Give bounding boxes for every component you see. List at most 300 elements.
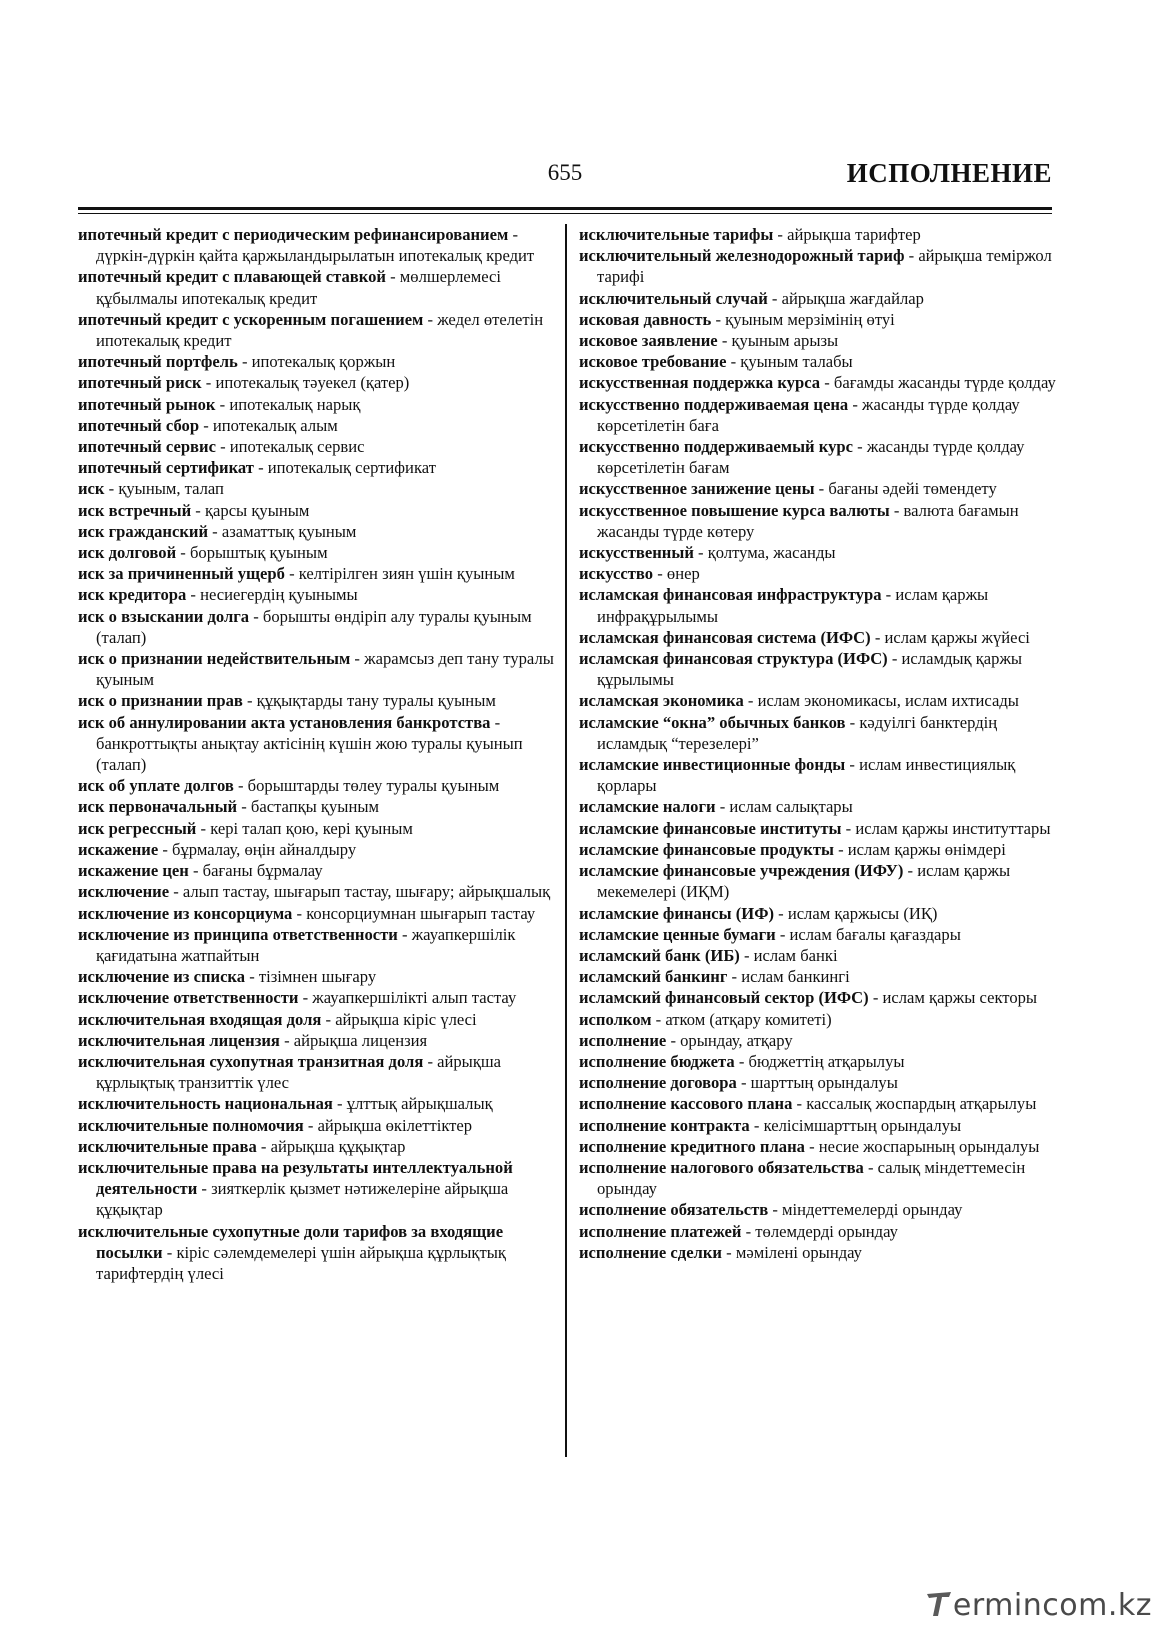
entry-separator: - [350,649,365,669]
entry-definition: келтірілген зиян үшін қуыным [298,564,515,584]
entry-definition: келісімшарттың орындалуы [763,1115,962,1135]
entry-separator: - [848,394,863,414]
entry-separator: - [256,1136,271,1156]
entry-term: исковая давность [579,309,712,329]
dictionary-entry [579,987,1057,1008]
entry-definition: қуыным, талап [118,479,224,499]
entry-term: исключительная лицензия [78,1030,280,1050]
entry-definition: алып тастау, шығарып тастау, шығару; айрықшалық [182,882,551,902]
entry-separator: - [773,225,788,244]
entry-term: исламские ценные бумаги [579,924,776,944]
entry-separator: - [726,352,741,372]
entry-definition: бағаны бұрмалау [202,861,323,881]
entry-definition: ипотекалық нарық [229,394,361,414]
entry-definition: мөлшерлемесі құбылмалы ипотекалық кредит [96,267,501,308]
entry-separator: - [767,288,782,308]
header-rule-thin [78,213,1052,214]
entry-term: исключительные права [78,1136,257,1156]
dictionary-entry [579,945,1057,966]
entry-separator: - [186,585,201,605]
entry-term: ипотечный портфель [78,352,238,372]
entry-definition: несиегердің қуынымы [200,585,358,605]
entry-term: иск долговой [78,543,177,563]
dictionary-entry [78,648,555,690]
entry-definition: айрықша теміржол тарифі [597,246,1052,287]
entry-definition: ислам қаржы институттары [855,818,1051,838]
dictionary-entry [78,563,555,584]
entry-term: ипотечный сбор [78,415,200,435]
entry-separator: - [237,352,252,372]
dictionary-entry [78,1051,555,1093]
dictionary-entry [579,1136,1057,1157]
entry-separator: - [749,1115,764,1135]
entry-separator: - [237,797,251,817]
dictionary-entry [78,266,555,308]
watermark-logo [925,1588,1152,1623]
entry-separator: - [201,373,216,393]
entry-definition: ислам бағалы қағаздары [789,924,961,944]
entry-definition: айрықша кіріс үлесі [335,1009,477,1029]
entry-definition: қуыным талабы [740,352,853,372]
dictionary-entry [78,500,555,521]
dictionary-entry [78,521,555,542]
entry-separator: - [792,1094,807,1114]
entry-definition: қарсы қуыным [204,500,310,520]
entry-definition: айрықша лицензия [293,1030,428,1050]
dictionary-entry [78,690,555,711]
entry-term: иск кредитора [78,585,187,605]
watermark-swoosh-icon [925,1588,953,1618]
dictionary-entry [78,1093,555,1114]
dictionary-entry [579,436,1057,478]
entry-separator: - [773,903,788,923]
entry-term: исламские финансовые учреждения (ИФУ) [579,861,904,881]
entry-separator: - [904,246,919,266]
dictionary-entry [579,1115,1057,1136]
dictionary-entry [78,351,555,372]
entry-definition: атком (атқару комитеті) [665,1009,832,1029]
dictionary-entry [579,224,1057,245]
entry-term: искусственное повышение курса валюты [579,500,890,520]
entry-separator: - [191,500,205,520]
entry-definition: борышты өндіріп алу туралы қуыным (талап) [96,606,532,647]
entry-definition: ислам банкі [753,945,838,965]
entry-term: исламский банк (ИБ) [579,945,740,965]
dictionary-entry [579,245,1057,287]
entry-separator: - [868,988,883,1008]
dictionary-entry [579,309,1057,330]
entry-definition: ислам салықтары [729,797,853,817]
entry-definition: ипотекалық сертификат [267,458,436,478]
dictionary-entry [579,754,1057,796]
dictionary-entry [78,818,555,839]
entry-separator: - [863,1157,878,1177]
dictionary-entry [579,1157,1057,1199]
dictionary-entry [579,1072,1057,1093]
entry-separator: - [385,267,400,287]
entry-definition: зияткерлік қызмет нәтижелеріне айрықша құқықтар [96,1179,509,1220]
entry-definition: кіріс сәлемдемелері үшін айрықша құрлықтық тарифтердің үлесі [96,1242,506,1283]
dictionary-entry [78,224,555,266]
dictionary-entry [78,436,555,457]
entry-separator: - [651,1009,666,1029]
dictionary-entry [78,372,555,393]
entry-term: иск регрессный [78,818,197,838]
entry-definition: айрықша өкілеттіктер [317,1115,473,1135]
dictionary-entry [78,966,555,987]
dictionary-entry [579,690,1057,711]
entry-definition: бұрмалау, өңін айналдыру [172,839,357,859]
entry-separator: - [833,839,848,859]
entry-separator: - [508,225,518,244]
entry-separator: - [741,1221,756,1241]
entry-term: исключение из списка [78,967,246,987]
dictionary-entry [579,903,1057,924]
entry-definition: қолтума, жасанды [707,543,836,563]
entry-term: ипотечный сервис [78,437,216,457]
entry-definition: консорциумнан шығарып тастау [306,903,536,923]
dictionary-entry [579,818,1057,839]
entry-definition: жасанды түрде қолдау көрсетілетін баға [597,394,1020,435]
entry-term: исключение ответственности [78,988,299,1008]
entry-separator: - [104,479,119,499]
entry-separator: - [841,818,856,838]
entry-separator: - [423,1051,438,1071]
entry-definition: кассалық жоспардың атқарылуы [806,1094,1037,1114]
entry-definition: айрықша құқықтар [270,1136,406,1156]
entry-separator: - [245,967,259,987]
entry-term: ипотечный сертификат [78,458,254,478]
entry-separator: - [188,861,203,881]
entry-separator: - [199,415,213,435]
entry-term: исковое заявление [579,331,718,351]
dictionary-entry [78,542,555,563]
entry-separator: - [734,1051,749,1071]
dictionary-entry [78,775,555,796]
dictionary-entry [78,712,555,776]
entry-term: искусство [579,564,654,584]
entry-term: искусственно поддерживаемый курс [579,437,853,457]
watermark-text: ermincom.kz [952,1588,1152,1623]
dictionary-entry [579,351,1057,372]
dictionary-entry [78,584,555,605]
entry-definition: міндеттемелерді орындау [782,1200,963,1220]
entry-term: исполнение контракта [579,1115,750,1135]
entry-term: исключительная сухопутная транзитная доля [78,1051,424,1071]
right-column [579,224,1057,1263]
entry-definition: ипотекалық алым [212,415,338,435]
entry-term: искусственно поддерживаемая цена [579,394,849,414]
entry-separator: - [739,945,754,965]
entry-term: исключительный железнодорожный тариф [579,246,905,266]
dictionary-entry [78,1030,555,1051]
entry-separator: - [176,543,190,563]
entry-definition: ислам қаржы инфрақұрылымы [597,585,989,626]
entry-separator: - [284,564,299,584]
entry-term: иск [78,479,105,499]
entry-definition: жедел өтелетін ипотекалық кредит [96,309,544,351]
entry-separator: - [242,691,257,711]
entry-definition: валюта бағамын жасанды түрде көтеру [597,500,1019,541]
entry-term: исполнение платежей [579,1221,742,1241]
dictionary-entry [579,796,1057,817]
entry-definition: бағамды жасанды түрде қолдау [833,373,1056,393]
entry-term: иск об аннулировании акта установления банкротства [78,712,491,732]
entry-term: искусственный [579,543,694,563]
entry-term: исполнение бюджета [579,1051,735,1071]
entry-definition: айрықша тарифтер [787,225,921,244]
entry-definition: орындау, атқару [680,1030,793,1050]
dictionary-entry [579,1009,1057,1030]
header-rule-thick [78,207,1052,210]
entry-term: исламские финансовые продукты [579,839,834,859]
dictionary-entry [579,627,1057,648]
entry-term: исламская финансовая инфраструктура [579,585,882,605]
dictionary-entry [78,1009,555,1030]
dictionary-entry [78,457,555,478]
dictionary-entry [579,1030,1057,1051]
entry-separator: - [215,437,230,457]
entry-term: искусственное занижение цены [579,479,815,499]
entry-term: ипотечный кредит с плавающей ставкой [78,267,386,287]
entry-term: иск о признании прав [78,691,243,711]
entry-definition: салық міндеттемесін орындау [597,1157,1026,1199]
entry-term: исполнение обязательств [579,1200,769,1220]
dictionary-entry [78,839,555,860]
entry-separator: - [722,1242,736,1262]
entry-separator: - [727,967,742,987]
entry-separator: - [162,1242,177,1262]
dictionary-entry [78,924,555,966]
dictionary-entry [579,330,1057,351]
entry-term: иск о взыскании долга [78,606,250,626]
entry-term: ипотечный риск [78,373,202,393]
dictionary-entry [78,394,555,415]
entry-definition: ислам қаржысы (ИҚ) [787,903,938,923]
entry-separator: - [775,924,790,944]
entry-term: исламские финансы (ИФ) [579,903,774,923]
entry-separator: - [158,839,173,859]
entry-definition: ислам инвестициялық қорлары [597,755,1016,796]
entry-separator: - [717,331,732,351]
entry-separator: - [852,437,867,457]
entry-separator: - [666,1030,681,1050]
entry-separator: - [490,712,501,732]
entry-term: исламские налоги [579,797,716,817]
dictionary-entry [78,987,555,1008]
entry-definition: жауапкершілік қағидатына жатпайтын [96,924,516,965]
entry-separator: - [693,543,708,563]
entry-separator: - [215,394,230,414]
entry-definition: кері талап қою, кері қуыным [210,818,413,838]
entry-separator: - [169,882,183,902]
entry-separator: - [208,521,222,541]
entry-term: исламские финансовые институты [579,818,842,838]
dictionary-entry [579,1199,1057,1220]
entry-definition: ислам қаржы мекемелері (ИҚМ) [597,861,1011,902]
entry-definition: құқықтарды тану туралы қуыным [256,691,496,711]
entry-definition: бюджеттің атқарылуы [748,1051,905,1071]
entry-term: исключительные тарифы [579,225,774,244]
entry-term: исключительность национальная [78,1094,333,1114]
entry-definition: ислам банкингі [741,967,850,987]
dictionary-entry [579,712,1057,754]
dictionary-entry [579,924,1057,945]
dictionary-entry [78,478,555,499]
entry-term: исполнение сделки [579,1242,722,1262]
entry-definition: ипотекалық сервис [229,437,365,457]
entry-definition: жауапкершілікті алып тастау [312,988,517,1008]
entry-definition: ипотекалық қоржын [251,352,396,372]
entry-term: исполнение [579,1030,667,1050]
dictionary-entry [579,372,1057,393]
entry-definition: ислам қаржы өнімдері [847,839,1006,859]
entry-term: иск об уплате долгов [78,776,234,796]
entry-term: исламский финансовый сектор (ИФС) [579,988,869,1008]
entry-term: исламские “окна” обычных банков [579,712,846,732]
dictionary-entry [579,648,1057,690]
entry-separator: - [814,479,829,499]
entry-term: исполнение договора [579,1073,737,1093]
entry-definition: қуыным мерзімінің өтуі [725,309,895,329]
entry-term: исполком [579,1009,652,1029]
entry-separator: - [743,691,758,711]
entry-term: ипотечный кредит с периодическим рефинансированием [78,225,509,244]
entry-definition: ұлттық айрықшалық [346,1094,493,1114]
entry-definition: мәмілені орындау [735,1242,862,1262]
entry-definition: жарамсыз деп тану туралы қуыным [96,649,554,690]
entry-definition: бастапқы қуыным [250,797,379,817]
dictionary-entry [579,839,1057,860]
entry-term: исполнение налогового обязательства [579,1157,864,1177]
entry-term: исключительные сухопутные доли тарифов за входящие посылки [78,1221,504,1262]
entry-term: исключение [78,882,170,902]
entry-separator: - [249,606,263,626]
dictionary-entry [579,584,1057,626]
entry-separator: - [233,776,248,796]
entry-separator: - [197,1179,212,1199]
entry-term: иск за причиненный ущерб [78,564,285,584]
dictionary-entry [579,1093,1057,1114]
entry-definition: жасанды түрде қолдау көрсетілетін бағам [597,437,1025,478]
entry-separator: - [889,500,904,520]
entry-term: исключительные права на результаты интеллектуальной деятельности [78,1157,513,1199]
dictionary-entry [78,903,555,924]
entry-definition: өнер [666,564,700,584]
dictionary-entry [579,1051,1057,1072]
entry-definition: борыштық қуыным [189,543,328,563]
dictionary-entry [78,1115,555,1136]
entry-definition: ислам қаржы жүйесі [884,627,1030,647]
entry-separator: - [715,797,730,817]
entry-separator: - [397,924,412,944]
entry-separator: - [321,1009,336,1029]
entry-separator: - [881,585,896,605]
dictionary-entry [78,1221,555,1285]
entry-definition: айрықша жағдайлар [781,288,924,308]
entry-definition: кәдуілгі банктердің исламдық “терезелері” [597,712,998,753]
entry-separator: - [820,373,834,393]
entry-separator: - [423,309,438,329]
dictionary-entry [579,478,1057,499]
dictionary-entry [579,394,1057,436]
entry-separator: - [303,1115,318,1135]
entry-term: ипотечный рынок [78,394,216,414]
entry-separator: - [653,564,667,584]
entry-term: исключение из консорциума [78,903,293,923]
dictionary-entry [579,288,1057,309]
entry-definition: бағаны әдейі төмендету [828,479,997,499]
entry-term: исламские инвестиционные фонды [579,755,846,775]
dictionary-entry [579,1242,1057,1263]
entry-separator: - [736,1073,751,1093]
dictionary-entry [579,500,1057,542]
entry-term: искажение [78,839,159,859]
entry-definition: тізімнен шығару [258,967,377,987]
entry-separator: - [845,712,860,732]
section-title: ИСПОЛНЕНИЕ [846,158,1052,188]
entry-term: исламская экономика [579,691,744,711]
entry-term: искусственная поддержка курса [579,373,821,393]
dictionary-entry [78,860,555,881]
dictionary-entry [579,563,1057,584]
entry-term: искажение цен [78,861,189,881]
entry-separator: - [332,1094,347,1114]
entry-separator: - [196,818,211,838]
entry-term: иск о признании недействительным [78,649,351,669]
dictionary-entry [579,966,1057,987]
entry-term: иск первоначальный [78,797,238,817]
entry-term: исковое требование [579,352,727,372]
entry-term: иск гражданский [78,521,209,541]
entry-definition: несие жоспарының орындалуы [818,1136,1040,1156]
dictionary-entry [579,860,1057,902]
entry-definition: қуыным арызы [731,331,839,351]
entry-term: исламская финансовая структура (ИФС) [579,649,888,669]
entry-definition: азаматтық қуыным [221,521,357,541]
entry-definition: ислам экономикасы, ислам ихтисады [757,691,1019,711]
column-divider [565,224,567,1457]
entry-separator: - [887,649,902,669]
dictionary-entry [78,606,555,648]
entry-separator: - [903,861,918,881]
entry-definition: дүркін-дүркін қайта қаржыландырылатын ипотекалық кредит [96,246,535,266]
entry-definition: ипотекалық тәуекел (қатер) [215,373,410,393]
entry-separator: - [298,988,313,1008]
entry-separator: - [870,627,885,647]
entry-definition: төлемдерді орындау [755,1221,898,1241]
entry-term: исключительные полномочия [78,1115,304,1135]
left-column [78,224,555,1284]
page-number: 655 [547,160,583,185]
dictionary-entry [78,881,555,902]
dictionary-entry [78,415,555,436]
entry-definition: банкроттықты анықтау актісінің күшін жою туралы қуынып (талап) [96,733,523,775]
entry-term: ипотечный кредит с ускоренным погашением [78,309,424,329]
entry-term: исключительный случай [579,288,768,308]
entry-separator: - [292,903,307,923]
entry-separator: - [711,309,726,329]
entry-separator: - [804,1136,819,1156]
entry-term: исполнение кассового плана [579,1094,793,1114]
entry-separator: - [768,1200,783,1220]
entry-separator: - [253,458,268,478]
entry-definition: ислам қаржы секторы [882,988,1038,1008]
entry-separator: - [845,755,860,775]
entry-definition: айрықша құрлықтық транзиттік үлес [96,1051,502,1093]
entry-term: исламская финансовая система (ИФС) [579,627,871,647]
dictionary-entry [78,1157,555,1221]
